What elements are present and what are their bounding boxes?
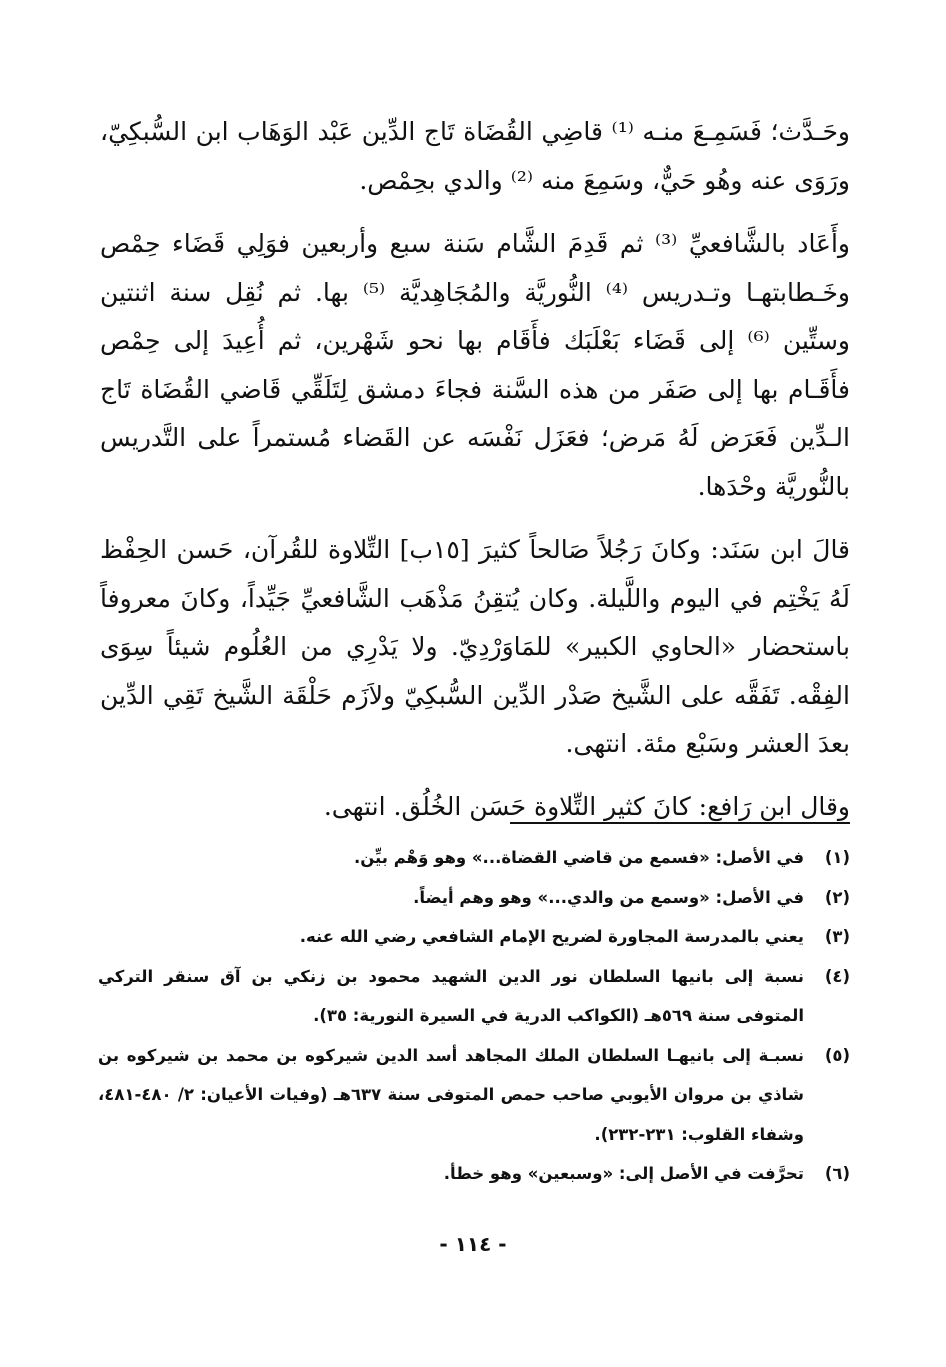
- footnote-number: (٢): [824, 887, 850, 907]
- footnote-1: [98, 838, 850, 878]
- footnote-3: [98, 917, 850, 957]
- main-text: [100, 108, 850, 831]
- footnote-text: في الأصل: «فسمع من قاضي القضاة...» وهو وَهْم بيِّن.: [353, 848, 804, 867]
- footnote-number: (٥): [824, 1045, 850, 1065]
- paragraph-2: وأَعَاد بالشَّافعيِّ ⁽³⁾ ثم قَدِمَ الشَّام سَنة سبع وأربعين فوَلِي قَضَاء حِمْص وخَـطابتهـا وتـدريس ⁽⁴⁾ النُّوريَّة والمُجَاهِديَّة ⁽⁵⁾ بها. ثم نُقِل سنة اثنتين وستِّين ⁽⁶⁾ إلى قَضَاء بَعْلَبَك فأَقَام بها نحو شَهْرين، ثم أُعِيدَ إلى حِمْص فأَقَـام بها إلى صَفَر من هذه السَّنة فجاءَ دمشق لِتَلَقِّي قَاضي القُضَاة تَاج الـدِّين فَعَرَض لَهُ مَرض؛ فعَزَل نَفْسَه عن القَضاء مُستمراً على التَّدريس بالنُّوريَّة وحْدَها.: [100, 229, 850, 501]
- footnote-number: (٤): [824, 966, 850, 986]
- footnote-separator: [510, 822, 850, 824]
- footnote-number: (١): [824, 848, 850, 867]
- footnote-number: (٦): [824, 1164, 850, 1183]
- page-number: - ١١٤ -: [439, 1232, 507, 1256]
- footnote-6: [98, 1154, 850, 1194]
- paragraph-1: وحَـدَّث؛ فَسَمِـعَ منـه ⁽¹⁾ قاضِي القُضَاة تَاج الدِّين عَبْد الوَهَاب ابن السُّبكِيّ، ورَوَى عنه وهُو حَيٌّ، وسَمِعَ منه ⁽²⁾ والدي بحِمْص.: [100, 117, 851, 195]
- footnote-4: [98, 957, 850, 1036]
- footnote-number: (٣): [824, 927, 850, 946]
- footnotes-list: [98, 838, 850, 1194]
- paragraph-4: وقال ابن رَافع: كانَ كثير التِّلاوة حَسَن الخُلُق. انتهى.: [323, 791, 850, 821]
- footnote-5: [98, 1036, 850, 1155]
- footnote-text: يعني بالمدرسة المجاورة لضريح الإمام الشافعي رضي الله عنه.: [299, 927, 804, 946]
- paragraph-3: قالَ ابن سَنَد: وكانَ رَجُلاً صَالحاً كثيرَ [١٥ب] التِّلاوة للقُرآن، حَسن الحِفْظ لَهُ يَخْتِم في اليوم واللَّيلة. وكان يُتقِنُ مَذْهَب الشَّافعيِّ جَيِّداً، وكانَ معروفاً باستحضار «الحاوي الكبير» للمَاوَرْدِيّ. ولا يَدْرِي من العُلُوم شيئاً سِوَى الفِقْه. تَفَقَّه على الشَّيخ صَدْر الدِّين السُّبكِيّ ولاَزَم حَلْقَة الشَّيخ تَقِي الدِّين بعدَ العشر وسَبْع مئة. انتهى.: [100, 535, 851, 758]
- footnote-2: [98, 878, 850, 918]
- footnote-text: نسبـة إلى بانيهـا السلطان الملك المجاهد أسد الدين شيركوه بن محمد بن شيركوه بن شاذي بن مروان الأيوبي صاحب حمص المتوفى سنة ٦٣٧هـ (وفيات الأعيان: ٢/ ٤٨٠-٤٨١، وشفاء القلوب: ٢٣١-٢٣٢).: [98, 1045, 804, 1144]
- footnote-text: نسبة إلى بانيها السلطان نور الدين الشهيد محمود بن زنكي بن آق سنقر التركي المتوفى سنة ٥٦٩هـ (الكواكب الدرية في السيرة النورية: ٣٥).: [98, 966, 804, 1025]
- footnote-text: في الأصل: «وسمع من والدي...» وهو وهم أيضاً.: [413, 887, 804, 907]
- footnote-text: تحرَّفت في الأصل إلى: «وسبعين» وهو خطأ.: [443, 1164, 804, 1183]
